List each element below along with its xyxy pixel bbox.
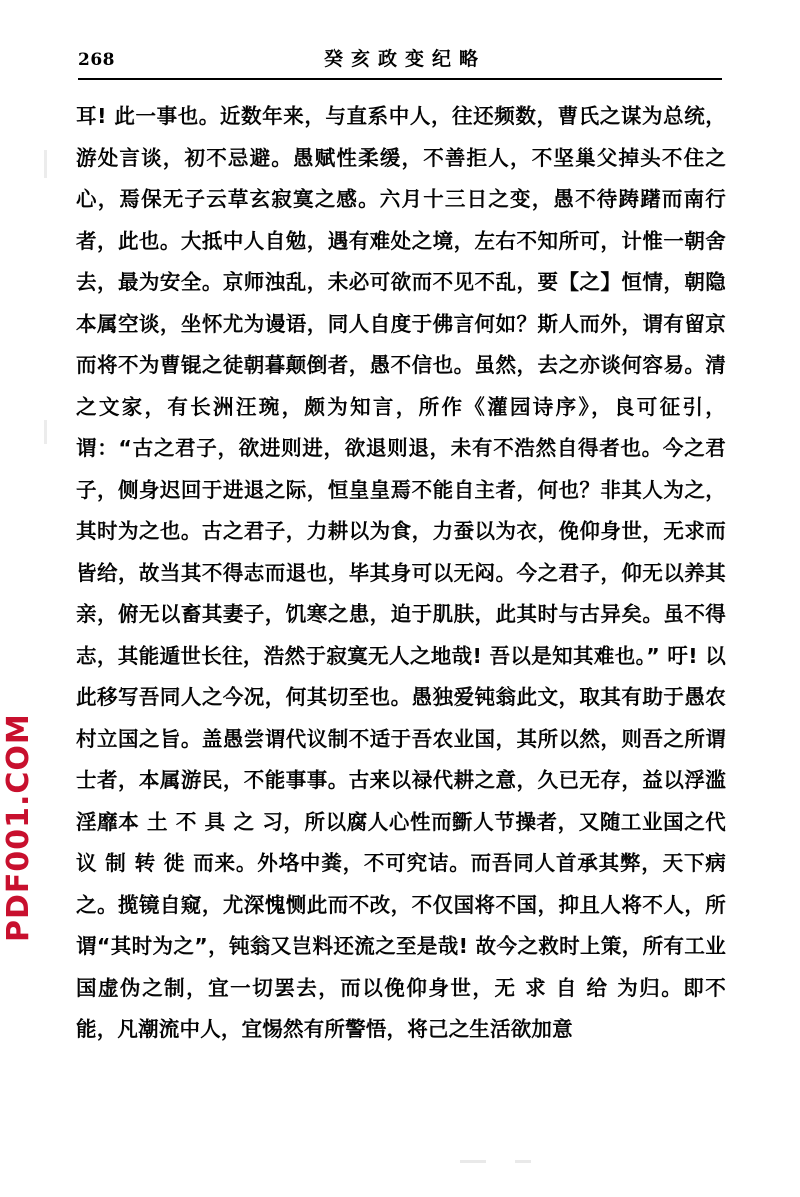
header-divider — [78, 78, 722, 80]
running-title: 癸亥政变纪略 — [323, 48, 486, 70]
edge-artifact — [44, 150, 47, 178]
edge-artifact — [44, 420, 47, 444]
page-header — [78, 44, 722, 84]
page-number: 268 — [78, 50, 115, 70]
header-row — [78, 44, 722, 74]
body-text — [76, 96, 726, 1051]
page-artifact — [460, 1160, 486, 1163]
body-paragraph: 耳! 此一事也。近数年来，与直系中人，往还频数，曹氏之谋为总统，游处言谈，初不忌避。愚赋性柔缓，不善拒人，不坚巢父掉头不住之心，焉保无子云草玄寂寞之感。六月十三日之变，愚不待踌躇而南行者，此也。大抵中人自勉，遇有难处之境，左右不知所可，计惟一朝舍去，最为安全。京师浊乱，未必可欲而不见不乱，要【之】恒情，朝隐本属空谈，坐怀尤为谩语，同人自度于佛言何如？斯人而外，谓有留京而将不为曹锟之徒朝暮颠倒者，愚不信也。虽然，去之亦谈何容易。清之文家，有长洲汪琬，颇为知言，所作《灌园诗序》，良可征引，谓：“古之君子，欲进则进，欲退则退，未有不浩然自得者也。今之君子，侧身迟回于进退之际，恒皇皇焉不能自主者，何也？非其人为之，其时为之也。古之君子，力耕以为食，力蚕以为衣，俛仰身世，无求而皆给，故当其不得志而退也，毕其身可以无闷。今之君子，仰无以养其亲，俯无以畜其妻子，饥寒之患，迫于肌肤，此其时与古异矣。虽不得志，其能遁世长往，浩然于寂寞无人之地哉! 吾以是知其难也。” 吁! 以此移写吾同人之今况，何其切至也。愚独爱钝翁此文，取其有助于愚农村立国之旨。盖愚尝谓代议制不适于吾农业国，其所以然，则吾之所谓士者，本属游民，不能事事。古来以禄代耕之意，久已无存，益以浮滥淫靡本 土 不 具 之 习，所以腐人心性而斵人节操者，又随工业国之代议 制 转 徙 而来。外垎中粪，不可究诘。而吾同人首承其弊，天下病之。揽镜自窥，尤深愧恻此而不改，不仅国将不国，抑且人将不人，所谓“其时为之”，钝翁又岂料还流之至是哉! 故今之救时上策，所有工业国虚伪之制，宜一切罢去，而以俛仰身世，无 求 自 给 为归。即不能，凡潮流中人，宜惕然有所警悟，将己之生活欲加意 — [76, 104, 726, 1041]
watermark: PDF001.COM — [1, 713, 36, 942]
page-artifact — [515, 1160, 531, 1163]
